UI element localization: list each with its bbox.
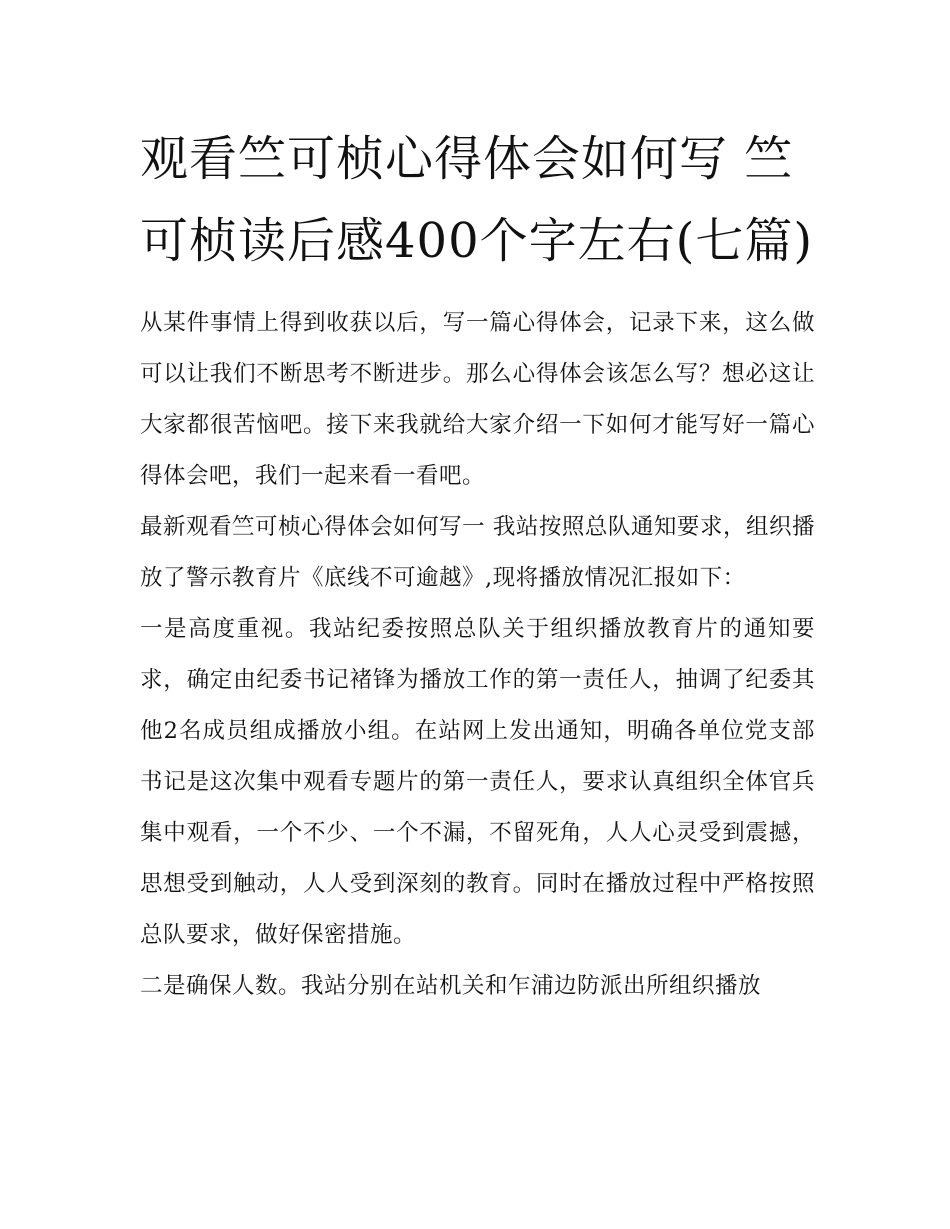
report-opening-paragraph: 最新观看竺可桢心得体会如何写一 我站按照总队通知要求，组织播放了警示教育片《底线不可逾越》,现将播放情况汇报如下：: [140, 514, 815, 591]
document-body: [140, 118, 815, 1012]
point-one-paragraph: 一是高度重视。我站纪委按照总队关于组织播放教育片的通知要求，确定由纪委书记褚锋为播放工作的第一责任人，抽调了纪委其他2名成员组成播放小组。在站网上发出通知，明确各单位党支部书记是这次集中观看专题片的第一责任人，要求认真组织全体官兵集中观看，一个不少、一个不漏，不留死角，人人心灵受到震撼，思想受到触动，人人受到深刻的教育。同时在播放过程中严格按照总队要求，做好保密措施。: [140, 616, 815, 948]
intro-paragraph: 从某件事情上得到收获以后，写一篇心得体会，记录下来，这么做可以让我们不断思考不断进步。那么心得体会该怎么写？想必这让大家都很苦恼吧。接下来我就给大家介绍一下如何才能写好一篇心得体会吧，我们一起来看一看吧。: [140, 310, 815, 489]
document-title: 观看竺可桢心得体会如何写 竺可桢读后感400个字左右(七篇): [140, 131, 814, 269]
point-two-paragraph: 二是确保人数。我站分别在站机关和乍浦边防派出所组织播放: [140, 973, 762, 999]
